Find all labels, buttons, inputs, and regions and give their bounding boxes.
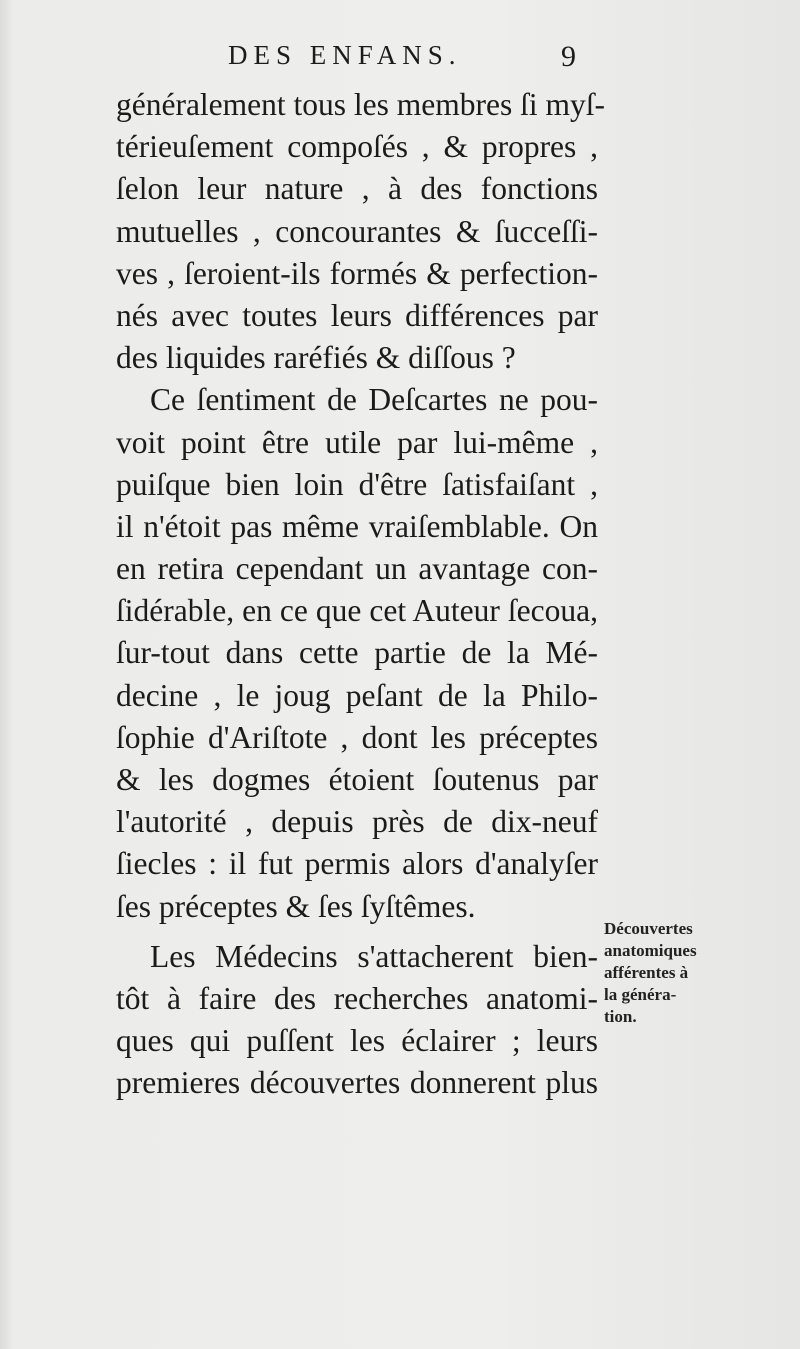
text-line: mutuelles , concourantes & ſucceſſi- bbox=[116, 213, 598, 249]
paragraph bbox=[116, 379, 598, 927]
text-line: ſes préceptes & ſes ſyſtêmes. bbox=[116, 888, 476, 924]
text-line: ſophie d'Ariſtote , dont les préceptes bbox=[116, 719, 598, 755]
text-line: puiſque bien loin d'être ſatisfaiſant , bbox=[116, 466, 598, 502]
margin-note-line: afférentes à bbox=[604, 963, 689, 982]
text-line: il n'étoit pas même vraiſemblable. On bbox=[116, 508, 598, 544]
text-line: voit point être utile par lui-même , bbox=[116, 424, 598, 460]
paragraph bbox=[116, 84, 605, 379]
text-line: térieuſement compoſés , & propres , bbox=[116, 129, 598, 165]
margin-note bbox=[604, 918, 734, 1028]
margin-note-line: tion. bbox=[604, 1007, 637, 1026]
page-number: 9 bbox=[561, 40, 576, 73]
text-line: ſelon leur nature , à des fonctions bbox=[116, 171, 598, 207]
text-line: premieres découvertes donnerent plus bbox=[116, 1065, 598, 1101]
running-title: DES ENFANS. bbox=[228, 40, 462, 70]
margin-note-line: anatomiques bbox=[604, 941, 697, 960]
margin-note-line: la généra- bbox=[604, 985, 677, 1004]
body-text bbox=[116, 84, 605, 1105]
text-line: nés avec toutes leurs différences par bbox=[116, 297, 598, 333]
text-line: ſidérable, en ce que cet Auteur ſecoua, bbox=[116, 593, 598, 629]
text-line: ques qui puſſent les éclairer ; leurs bbox=[116, 1023, 598, 1059]
text-line: ſiecles : il fut permis alors d'analyſer bbox=[116, 846, 598, 882]
margin-note-line: Découvertes bbox=[604, 919, 693, 938]
running-head bbox=[228, 40, 588, 80]
text-line: Les Médecins s'attacherent bien- bbox=[150, 938, 598, 974]
text-line: généralement tous les membres ſi myſ- bbox=[116, 87, 605, 122]
text-line: tôt à faire des recherches anatomi- bbox=[116, 980, 598, 1016]
text-line: Ce ſentiment de Deſcartes ne pou- bbox=[150, 382, 598, 418]
text-line: des liquides raréfiés & diſſous ? bbox=[116, 340, 516, 376]
text-line: ves , ſeroient-ils formés & perfection- bbox=[116, 255, 598, 291]
text-line: & les dogmes étoient ſoutenus par bbox=[116, 762, 598, 797]
text-line: l'autorité , depuis près de dix-neuf bbox=[116, 804, 598, 840]
text-line: ſur-tout dans cette partie de la Mé- bbox=[116, 635, 598, 671]
text-line: decine , le joug peſant de la Philo- bbox=[116, 677, 598, 713]
text-line: en retira cependant un avantage con- bbox=[116, 551, 598, 587]
paragraph bbox=[116, 936, 598, 1105]
